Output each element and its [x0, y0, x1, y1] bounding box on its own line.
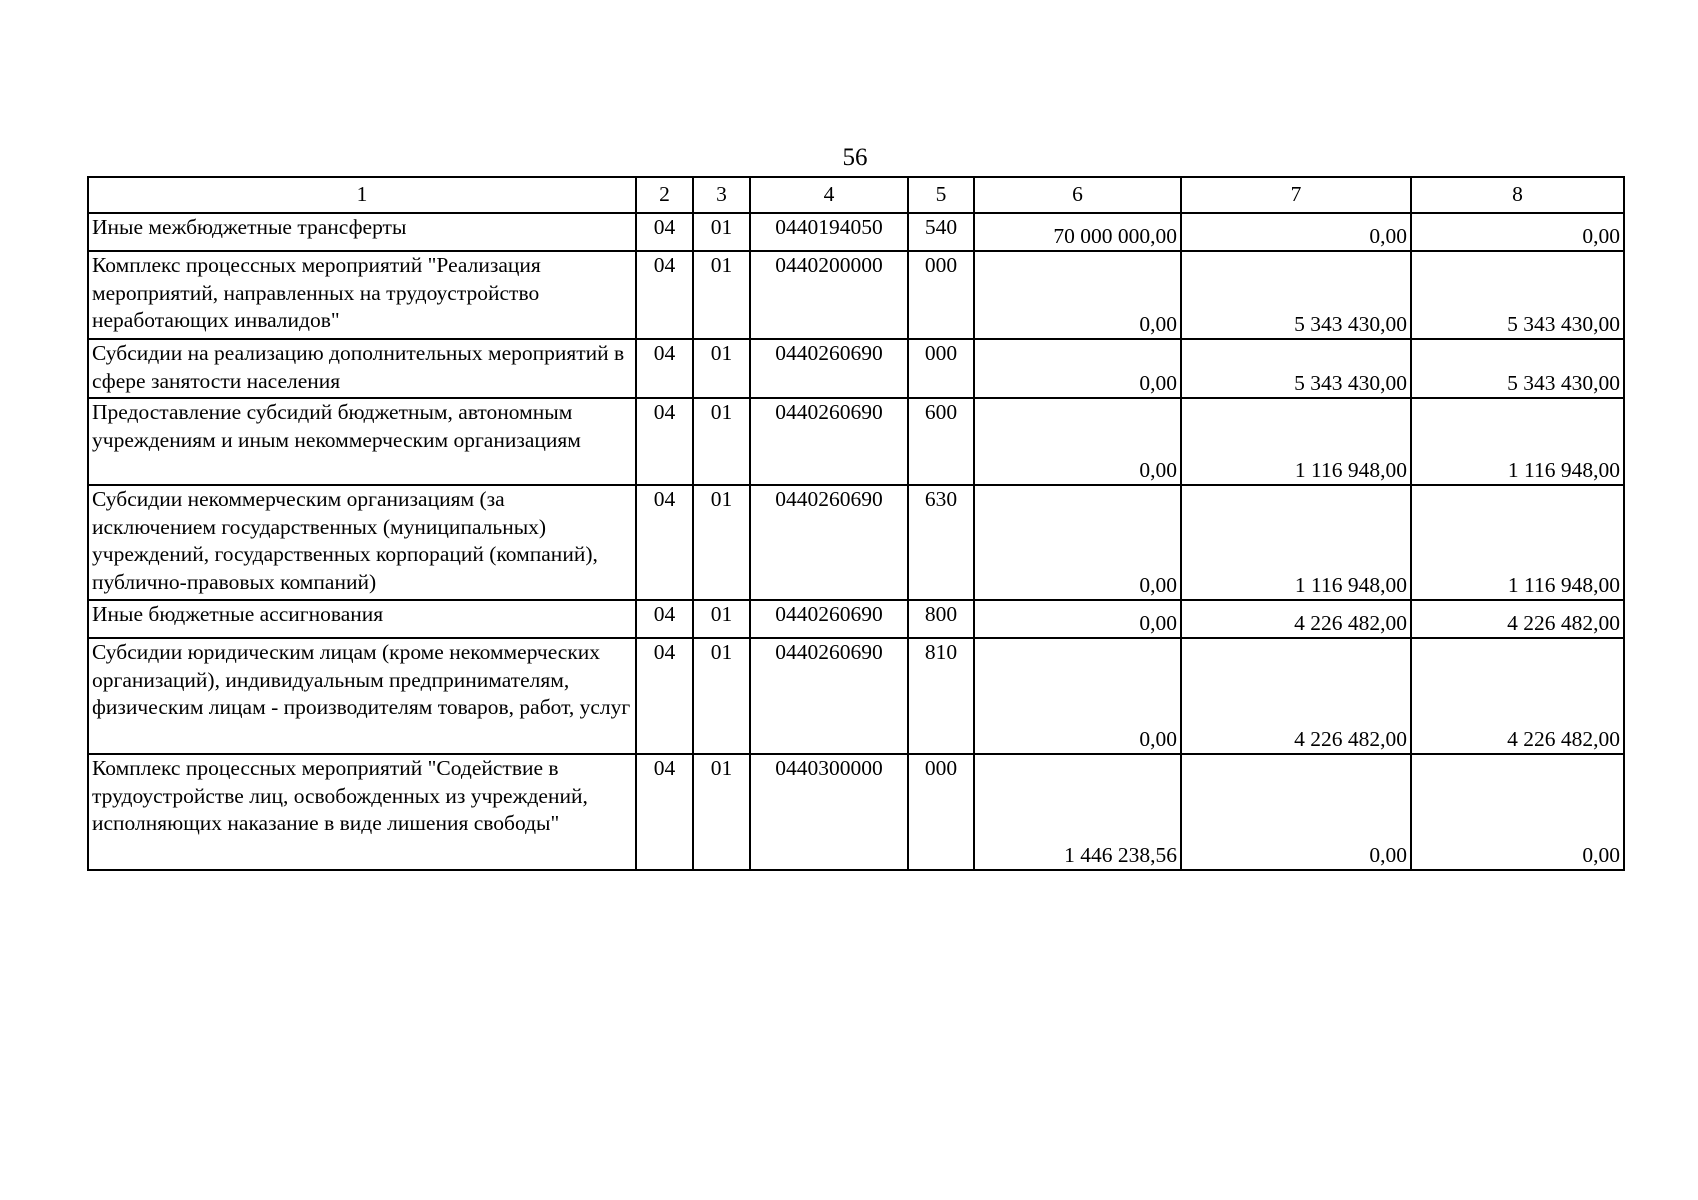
row-amount-6: 70 000 000,00	[974, 213, 1181, 251]
row-amount-7: 0,00	[1181, 754, 1411, 870]
row-amount-8: 1 116 948,00	[1411, 485, 1624, 600]
row-target-code: 0440300000	[750, 754, 908, 870]
row-subsection: 01	[693, 485, 750, 600]
row-expense-type: 000	[908, 754, 974, 870]
row-target-code: 0440260690	[750, 398, 908, 485]
row-amount-6: 0,00	[974, 398, 1181, 485]
row-amount-7: 0,00	[1181, 213, 1411, 251]
row-amount-8: 5 343 430,00	[1411, 339, 1624, 398]
row-expense-type: 630	[908, 485, 974, 600]
row-amount-7: 4 226 482,00	[1181, 638, 1411, 754]
row-name: Комплекс процессных мероприятий "Содействие в трудоустройстве лиц, освобожденных из учреждений, исполняющих наказание в виде лишения свободы"	[88, 754, 636, 870]
row-name: Комплекс процессных мероприятий "Реализация мероприятий, направленных на трудоустройство неработающих инвалидов"	[88, 251, 636, 339]
table-row	[88, 754, 1624, 870]
row-subsection: 01	[693, 213, 750, 251]
row-subsection: 01	[693, 398, 750, 485]
table-row	[88, 398, 1624, 485]
row-target-code: 0440260690	[750, 638, 908, 754]
row-expense-type: 540	[908, 213, 974, 251]
row-amount-8: 4 226 482,00	[1411, 600, 1624, 638]
column-header-1: 1	[88, 177, 636, 213]
row-section: 04	[636, 485, 693, 600]
row-amount-7: 1 116 948,00	[1181, 398, 1411, 485]
column-header-5: 5	[908, 177, 974, 213]
row-amount-6: 0,00	[974, 638, 1181, 754]
row-amount-6: 1 446 238,56	[974, 754, 1181, 870]
column-header-3: 3	[693, 177, 750, 213]
row-amount-8: 1 116 948,00	[1411, 398, 1624, 485]
row-section: 04	[636, 600, 693, 638]
row-amount-8: 4 226 482,00	[1411, 638, 1624, 754]
column-header-8: 8	[1411, 177, 1624, 213]
row-subsection: 01	[693, 754, 750, 870]
row-expense-type: 600	[908, 398, 974, 485]
row-amount-7: 5 343 430,00	[1181, 339, 1411, 398]
row-section: 04	[636, 754, 693, 870]
row-expense-type: 000	[908, 339, 974, 398]
row-amount-6: 0,00	[974, 339, 1181, 398]
row-amount-6: 0,00	[974, 600, 1181, 638]
column-header-4: 4	[750, 177, 908, 213]
row-target-code: 0440194050	[750, 213, 908, 251]
row-name: Субсидии некоммерческим организациям (за исключением государственных (муниципальных) учреждений, государственных корпораций (компаний), публично-правовых компаний)	[88, 485, 636, 600]
row-target-code: 0440200000	[750, 251, 908, 339]
table-row	[88, 213, 1624, 251]
row-section: 04	[636, 251, 693, 339]
column-header-7: 7	[1181, 177, 1411, 213]
budget-table	[87, 176, 1625, 871]
row-subsection: 01	[693, 251, 750, 339]
row-amount-7: 1 116 948,00	[1181, 485, 1411, 600]
row-amount-6: 0,00	[974, 251, 1181, 339]
row-name: Субсидии юридическим лицам (кроме некоммерческих организаций), индивидуальным предпринимателям, физическим лицам - производителям товаров, работ, услуг	[88, 638, 636, 754]
row-amount-6: 0,00	[974, 485, 1181, 600]
row-section: 04	[636, 213, 693, 251]
row-section: 04	[636, 638, 693, 754]
row-name: Субсидии на реализацию дополнительных мероприятий в сфере занятости населения	[88, 339, 636, 398]
table-row	[88, 339, 1624, 398]
header-row	[88, 177, 1624, 213]
row-target-code: 0440260690	[750, 600, 908, 638]
row-amount-8: 0,00	[1411, 213, 1624, 251]
row-section: 04	[636, 339, 693, 398]
page-number: 56	[842, 144, 868, 171]
row-subsection: 01	[693, 339, 750, 398]
row-name: Предоставление субсидий бюджетным, автономным учреждениям и иным некоммерческим организациям	[88, 398, 636, 485]
row-amount-7: 4 226 482,00	[1181, 600, 1411, 638]
column-header-2: 2	[636, 177, 693, 213]
row-amount-8: 0,00	[1411, 754, 1624, 870]
row-expense-type: 810	[908, 638, 974, 754]
row-amount-8: 5 343 430,00	[1411, 251, 1624, 339]
row-name: Иные межбюджетные трансферты	[88, 213, 636, 251]
table-row	[88, 638, 1624, 754]
row-name: Иные бюджетные ассигнования	[88, 600, 636, 638]
row-target-code: 0440260690	[750, 339, 908, 398]
column-header-6: 6	[974, 177, 1181, 213]
row-expense-type: 000	[908, 251, 974, 339]
row-subsection: 01	[693, 600, 750, 638]
row-subsection: 01	[693, 638, 750, 754]
row-expense-type: 800	[908, 600, 974, 638]
table-row	[88, 600, 1624, 638]
row-amount-7: 5 343 430,00	[1181, 251, 1411, 339]
row-target-code: 0440260690	[750, 485, 908, 600]
row-section: 04	[636, 398, 693, 485]
table-row	[88, 485, 1624, 600]
table-row	[88, 251, 1624, 339]
